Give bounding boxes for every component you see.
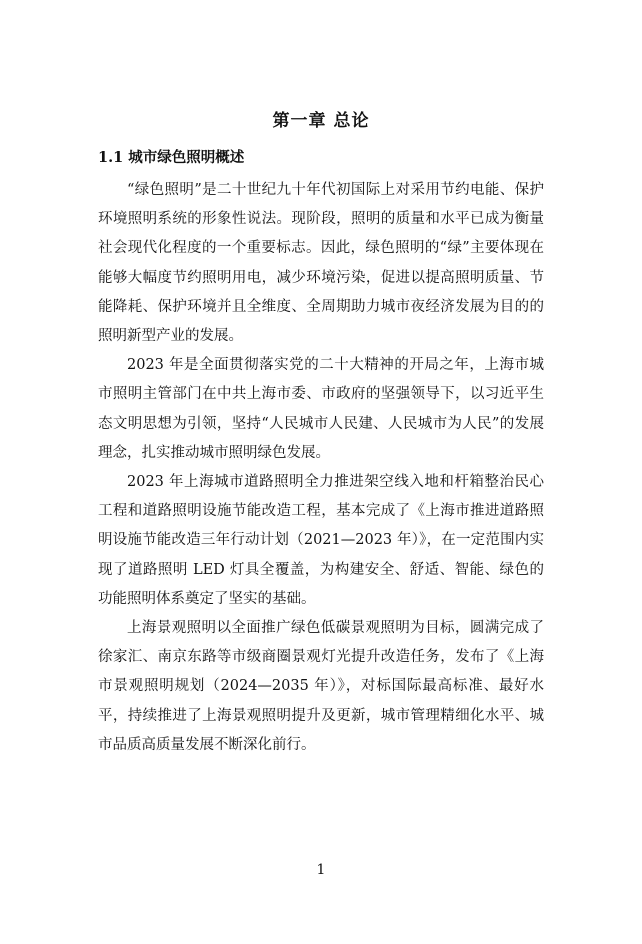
page-number: 1	[316, 862, 326, 878]
body-text	[98, 176, 544, 760]
chapter-title: 第一章 总论	[272, 111, 370, 131]
paragraph-road-lighting: 2023 年上海城市道路照明全力推进架空线入地和杆箱整治民心工程和道路照明设施节能改造工程，基本完成了《上海市推进道路照明设施节能改造三年行动计划（2021—2023 年）》，在一定范围内实现了道路照明 LED 灯具全覆盖，为构建安全、舒适、智能、绿色的功能照明体系奠定了坚实的基础。	[98, 474, 544, 607]
paragraph-2023-overview: 2023 年是全面贯彻落实党的二十大精神的开局之年，上海市城市照明主管部门在中共上海市委、市政府的坚强领导下，以习近平生态文明思想为引领，坚持“人民城市人民建、人民城市为人民”的发展理念，扎实推动城市照明绿色发展。	[98, 357, 544, 461]
paragraph-green-lighting-definition: “绿色照明”是二十世纪九十年代初国际上对采用节约电能、保护环境照明系统的形象性说法。现阶段，照明的质量和水平已成为衡量社会现代化程度的一个重要标志。因此，绿色照明的“绿”主要体现在能够大幅度节约照明用电，减少环境污染，促进以提高照明质量、节能降耗、保护环境并且全维度、全周期助力城市夜经济发展为目的的照明新型产业的发展。	[98, 182, 544, 345]
section-heading: 1.1 城市绿色照明概述	[98, 149, 245, 166]
paragraph-landscape-lighting: 上海景观照明以全面推广绿色低碳景观照明为目标，圆满完成了徐家汇、南京东路等市级商圈景观灯光提升改造任务，发布了《上海市景观照明规划（2024—2035 年）》，对标国际最高标准、最好水平，持续推进了上海景观照明提升及更新，城市管理精细化水平、城市品质高质量发展不断深化前行。	[98, 620, 544, 753]
